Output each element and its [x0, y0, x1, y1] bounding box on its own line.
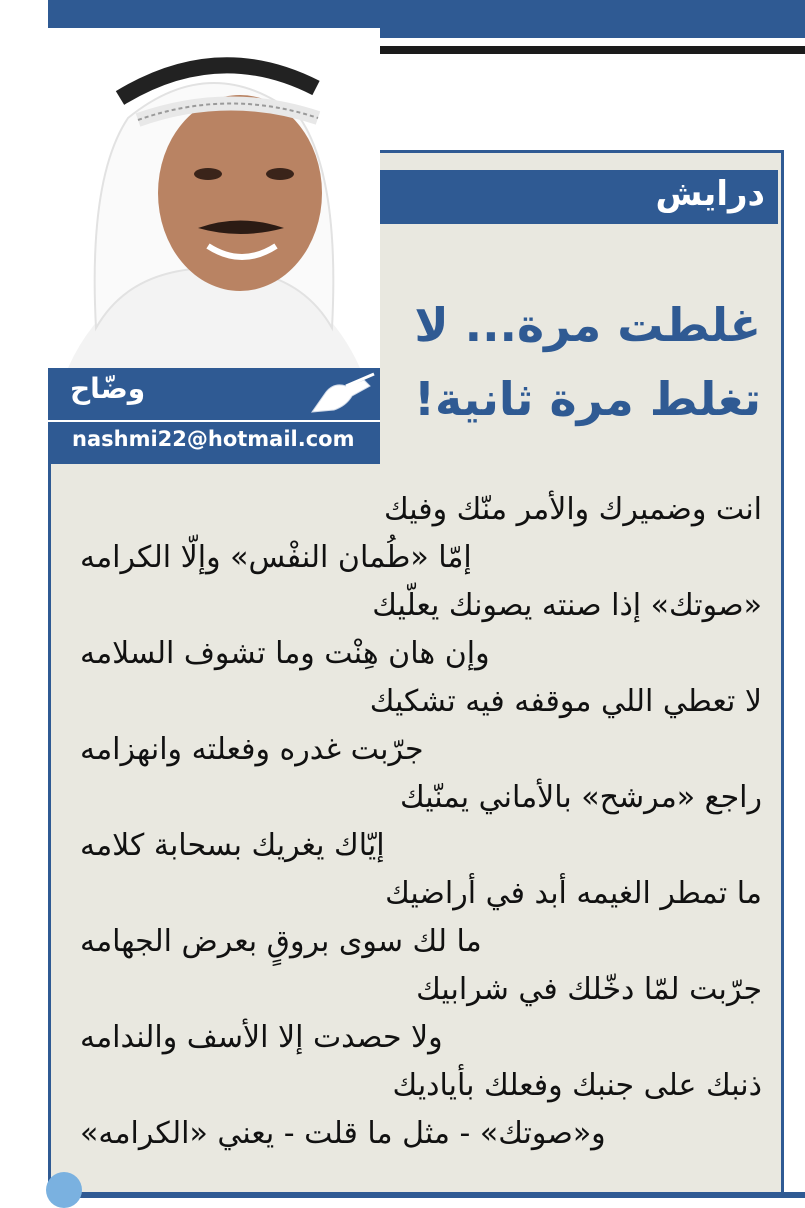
verse-line: راجع «مرشح» بالأماني يمنّيك — [399, 780, 762, 815]
author-name: وضّاح — [70, 372, 146, 405]
headline-line-2: تغلط مرة ثانية! — [413, 372, 761, 426]
bottom-divider — [48, 1192, 805, 1198]
pen-hand-icon — [306, 372, 378, 416]
verse-line: جرّبت غدره وفعلته وانهزامه — [80, 732, 424, 767]
verse-line: ما تمطر الغيمه أبد في أراضيك — [385, 876, 762, 911]
author-photo — [48, 28, 380, 368]
page-dot-icon — [46, 1172, 82, 1208]
verse-line: إمّا «طُمان النفْس» وإلّا الكرامه — [80, 540, 472, 575]
verse-line: ولا حصدت إلا الأسف والندامه — [80, 1020, 443, 1055]
verse-line: انت وضميرك والأمر منّك وفيك — [383, 492, 762, 527]
poem — [80, 486, 762, 1158]
section-label: درايش — [655, 174, 765, 214]
article-headline — [381, 288, 761, 436]
verse-line: «صوتك» إذا صنته يصونك يعلّيك — [372, 588, 762, 623]
verse-line: لا تعطي اللي موقفه فيه تشكيك — [369, 684, 762, 719]
verse-line: و«صوتك» - مثل ما قلت - يعني «الكرامه» — [80, 1116, 606, 1151]
verse-line: ذنبك على جنبك وفعلك بأياديك — [392, 1068, 762, 1103]
verse-line: جرّبت لمّا دخّلك في شرابيك — [416, 972, 762, 1007]
verse-line: ما لك سوى بروقٍ بعرض الجهامه — [80, 924, 482, 959]
headline-line-1: غلطت مرة... لا — [414, 298, 761, 352]
verse-line: إيّاك يغريك بسحابة كلامه — [80, 828, 385, 863]
verse-line: وإن هان هِنْت وما تشوف السلامه — [80, 636, 490, 671]
author-email[interactable]: nashmi22@hotmail.com — [72, 427, 355, 451]
